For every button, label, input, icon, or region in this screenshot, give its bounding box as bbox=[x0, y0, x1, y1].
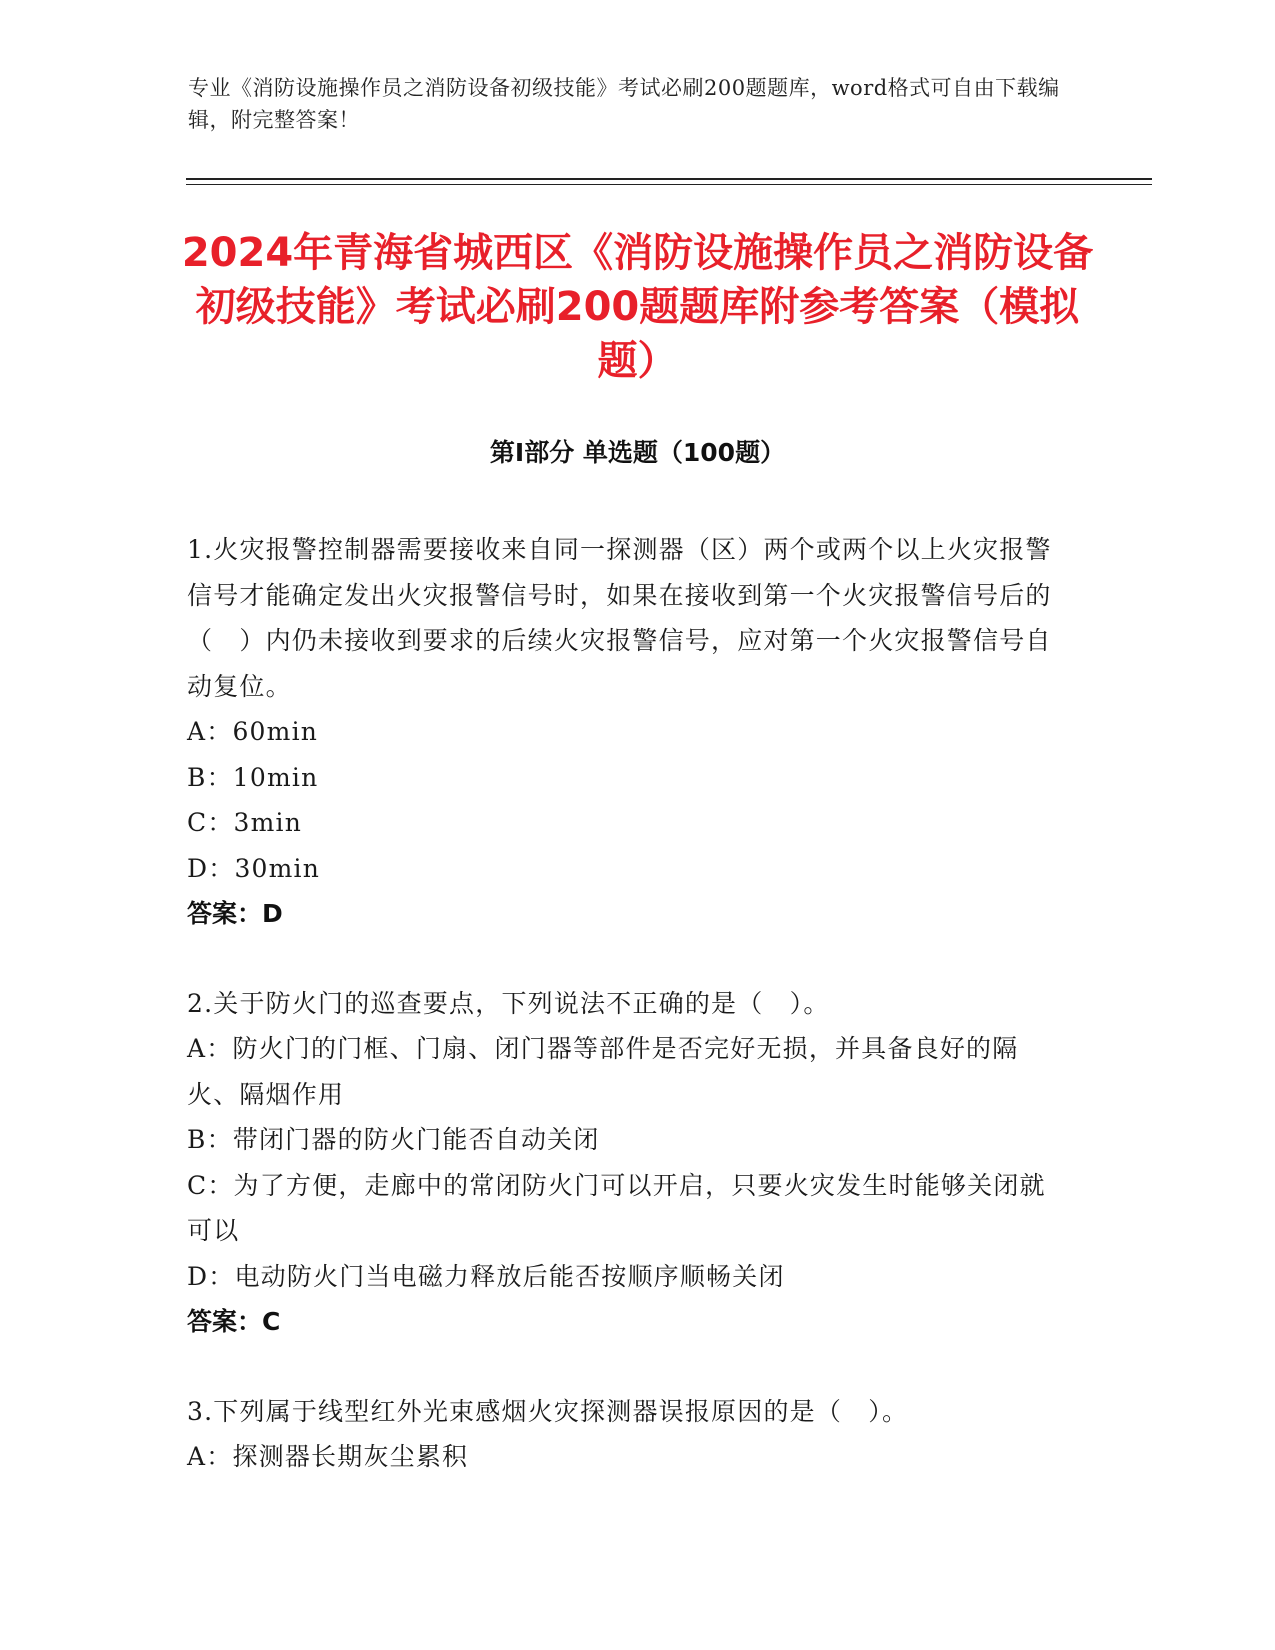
option-a: A：60min bbox=[187, 717, 319, 746]
option-d: D：30min bbox=[187, 853, 321, 883]
option-d: D：电动防火门当电磁力释放后能否按顺序顺畅关闭 bbox=[187, 1261, 785, 1291]
question-stem: 2.关于防火门的巡查要点，下列说法不正确的是（ ）。 bbox=[187, 988, 830, 1018]
question-list bbox=[187, 527, 1067, 1524]
document-title: 2024年青海省城西区《消防设施操作员之消防设备初级技能》考试必刷200题题库附参考答案（模拟题） bbox=[181, 230, 1094, 384]
option-a: A：防火门的门框、门扇、闭门器等部件是否完好无损，并具备良好的隔火、隔烟作用 bbox=[187, 1034, 1019, 1109]
question-stem: 3.下列属于线型红外光束感烟火灾探测器误报原因的是（ ）。 bbox=[187, 1396, 909, 1426]
header-rule-thin bbox=[186, 184, 1152, 185]
option-c: C：3min bbox=[187, 808, 303, 837]
answer: 答案：D bbox=[187, 899, 283, 928]
option-a: A：探测器长期灰尘累积 bbox=[187, 1442, 469, 1471]
question-3 bbox=[187, 1389, 1067, 1480]
option-c: C：为了方便，走廊中的常闭防火门可以开启，只要火灾发生时能够关闭就可以 bbox=[187, 1170, 1046, 1245]
option-b: B：带闭门器的防火门能否自动关闭 bbox=[187, 1125, 600, 1154]
question-stem: 1.火灾报警控制器需要接收来自同一探测器（区）两个或两个以上火灾报警信号才能确定发出火灾报警信号时，如果在接收到第一个火灾报警信号后的（ ）内仍未接收到要求的后续火灾报警信号，应对第一个火灾报警信号自动复位。 bbox=[187, 535, 1052, 701]
header-rule-thick bbox=[186, 178, 1152, 180]
header-note: 专业《消防设施操作员之消防设备初级技能》考试必刷200题题库，word格式可自由下载编辑，附完整答案！ bbox=[188, 76, 1060, 132]
section-heading: 第Ⅰ部分 单选题（100题） bbox=[489, 438, 786, 467]
option-b: B：10min bbox=[187, 762, 319, 792]
question-2 bbox=[187, 981, 1067, 1345]
question-1 bbox=[187, 527, 1067, 937]
answer: 答案：C bbox=[187, 1307, 281, 1336]
